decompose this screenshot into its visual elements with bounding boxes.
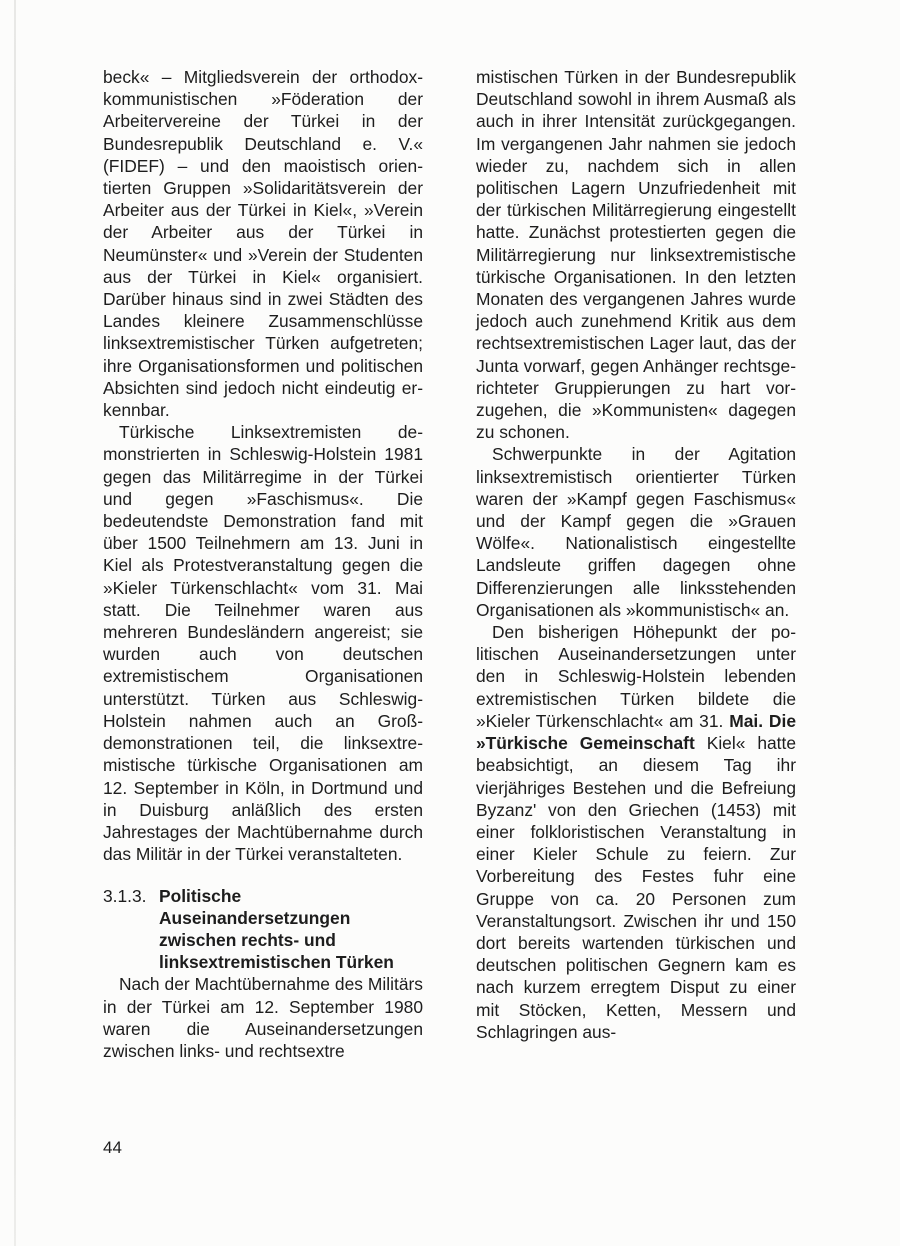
paragraph: Nach der Machtübernahme des Militärs in der Türkei am 12. September 1980 waren die Auseinandersetzungen zwischen links- und rechtsextre [103,974,423,1061]
section-heading [103,885,423,973]
paragraph-text: Kiel« hatte beabsichtigt, an diesem Tag ihr vierjähriges Bestehen und die Befreiung Byzanz' von den Griechen (1453) mit einer folkloristischen Veranstaltung in einer Kieler Schule zu feiern. Zur Vorbereitung des Festes fuhr eine Gruppe von ca. 20 Personen zum Veranstaltungsort. Zwischen ihr und 150 dort bereits wartenden türkischen und deutschen politischen Gegnern kam es nach kurzem erregtem Disput zu einer mit Stöcken, Ketten, Messern und Schlagringen aus- [476,733,796,1042]
page-number: 44 [103,1138,122,1157]
paragraph: mistischen Türken in der Bundesrepublik Deutschland sowohl in ihrem Ausmaß als auch in ihrer Intensität zurückgegangen. Im vergangenen Jahr nahmen sie jedoch wieder zu, nachdem sich in allen politischen Lagern Unzufriedenheit mit der türkischen Militärregierung eingestellt hatte. Zunächst protestierten gegen die Militärregierung nur linksextremistische türkische Organisationen. In den letzten Monaten des vergangenen Jahres wurde jedoch auch zunehmend Kritik aus dem rechtsextremistischen Lager laut, das der Junta vorwarf, gegen Anhänger rechtsgerichteter Gruppierungen zu hart vorzugehen, die »Kommunisten« dagegen zu schonen. [476,67,796,443]
paragraph: beck« – Mitgliedsverein der orthodox-kommunistischen »Föderation der Arbeitervereine der Türkei in der Bundesrepublik Deutschland e. V.« (FIDEF) – und den maoistisch orientierten Gruppen »Solidaritätsverein der Arbeiter aus der Türkei in Kiel«, »Verein der Arbeiter aus der Türkei in Neumünster« und »Verein der Studenten aus der Türkei in Kiel« organisiert. Darüber hinaus sind in zwei Städten des Landes kleinere Zusammenschlüsse linksextremistischer Türken aufgetreten; ihre Organisationsformen und politischen Absichten sind jedoch nicht eindeutig erkennbar. [103,67,423,421]
section-number: 3.1.3. [103,886,147,907]
left-column [103,66,423,1062]
paragraph: Türkische Linksextremisten demonstrierten in Schleswig-Holstein 1981 gegen das Militärregime in der Türkei und gegen »Faschismus«. Die bedeutendste Demonstration fand mit über 1500 Teilnehmern am 13. Juni in Kiel als Protestveranstaltung gegen die »Kieler Türkenschlacht« vom 31. Mai statt. Die Teilnehmer waren aus mehreren Bundesländern angereist; sie wurden auch von deutschen extremistischem Organisationen unterstützt. Türken aus Schleswig-Holstein nahmen auch an Großdemonstrationen teil, die linksextremistische türkische Organisationen am 12. September in Köln, in Dortmund und in Duisburg anläßlich des ersten Jahrestages der Machtübernahme durch das Militär in der Türkei veranstalteten. [103,422,423,865]
paragraph-text: Den bisherigen Höhepunkt der politischen Auseinandersetzungen unter den in Schleswig-Holstein lebenden extremistischen Türken bildete die »Kieler Türkenschlacht« am 31. [476,622,796,731]
section-title: Politische Auseinandersetzungen zwischen rechts- und linksextremistischen Türken [159,886,394,973]
right-column [476,66,796,1043]
paragraph: Schwerpunkte in der Agitation linksextremistisch orientierter Türken waren der »Kampf gegen Faschismus« und der Kampf gegen die »Grauen Wölfe«. Nationalistisch eingestellte Landsleute griffen dagegen ohne Differenzierungen alle linksstehenden Organisationen als »kommunistisch« an. [476,444,796,620]
bold-text: Mai. Die »Türkische Gemeinschaft [476,710,796,754]
paragraph [476,621,796,1043]
page-edge-shadow [14,0,16,1246]
